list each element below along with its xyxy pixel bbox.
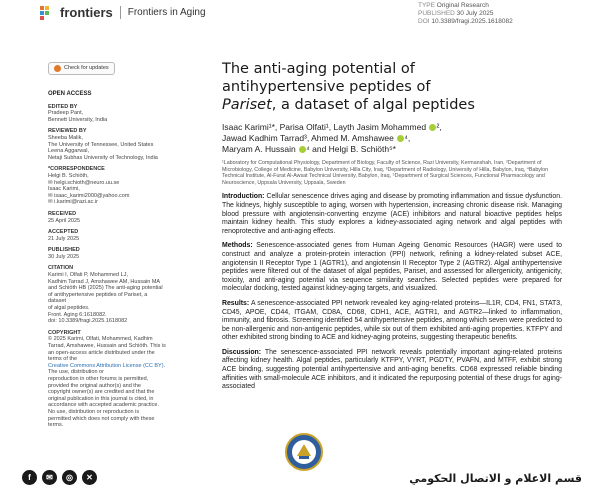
affiliations: ¹Laboratory for Computational Physiology, Department of Biology, Faculty of Science, Razi University, Kermanshah, Iran, ²Department of Microbiology, College of Medicine, Babylon University, Hilla City, Iraq, ³Department of Radiology, University of Hilla, Babylon, Iraq, ⁴Babylon Technical Institute, Al-Furat Al-Awsat Technical University, Babylon, Iraq, ⁵Department of Surgical Sciences, Functional Pharmacology and Neuroscience, Uppsala University, Uppsala, Sweden xyxy=(222,160,549,186)
check-updates-label: Check for updates xyxy=(64,65,109,72)
footer-bar xyxy=(0,430,600,500)
type-label: TYPE xyxy=(418,2,435,9)
brand-name: frontiers xyxy=(60,4,113,20)
frontiers-logo-icon xyxy=(38,3,56,21)
copyright-line: Tarrad, Amshawee, Hussain and Schiöth. This is xyxy=(48,343,166,349)
published-label: PUBLISHED xyxy=(48,247,80,254)
telegram-icon[interactable]: ✉ xyxy=(42,470,57,485)
reviewer-line: Netaji Subhas University of Technology, India xyxy=(48,154,158,161)
authors-line[interactable]: Maryam A. Hussain xyxy=(222,144,296,154)
received-label: RECEIVED xyxy=(48,210,77,217)
section-label: Methods: xyxy=(222,242,253,250)
copyright-line: © 2025 Karimi, Olfati, Mohammed, Kadhim xyxy=(48,336,153,343)
published-value: 30 July 2025 xyxy=(456,10,494,17)
accepted-label: ACCEPTED xyxy=(48,229,79,236)
open-access-label: OPEN ACCESS xyxy=(48,91,92,97)
section-label: Introduction: xyxy=(222,193,265,201)
reviewed-by-label: REVIEWED BY xyxy=(48,128,87,135)
reviewer-line: Leena Aggarwal, xyxy=(48,148,89,155)
title-line: , a dataset of algal peptides xyxy=(271,97,475,113)
check-updates-button[interactable] xyxy=(48,62,115,75)
copyright-label: COPYRIGHT xyxy=(48,329,81,336)
type-value: Original Research xyxy=(436,2,489,9)
header-bar xyxy=(0,0,600,24)
section-label: Discussion: xyxy=(222,348,262,356)
authors-line[interactable]: Jawad Kadhim Tarrad³, Ahmed M. Amshawee xyxy=(222,133,394,143)
facebook-icon[interactable]: f xyxy=(22,470,37,485)
section-text: A senescence-associated PPI network revealed key aging-related proteins—IL1R, CD4, FN1, STAT3, CD45, APOE, CD44, ITGAM, CD8A, CD68, CDH1, ACE, AGTR1, and AGTR2—linked to inflammation, immunity, and fibrosis. Screening identified 54 antihypertensive peptides, among which seven were predicted to be non-allergenic and non-antigenic peptides, while six out of them exhibited anti-aging properties. KTFPY and other exhibited strong binding to ACE and kidney-aging proteins, suggesting therapeutic benefits. xyxy=(222,299,562,342)
author-sup: ², xyxy=(436,122,442,132)
copyright-line: an open-access article distributed under the xyxy=(48,349,155,356)
correspondence-label: *CORRESPONDENCE xyxy=(48,166,105,173)
citation-line: Kadhim Tarrad J, Amshawee AM, Hussain MA xyxy=(48,278,161,285)
editor-line: Pradeep Pant, xyxy=(48,110,84,117)
section-text: Senescence-associated genes from Human Ageing Genomic Resources (HAGR) were used to construct and analyze a protein-protein interaction (PPI) network, refining a kidney-related subset ACE, angiotensin II Receptor Type 1 (AGTR1), and angiotensin II Receptor Type 2 (AGTR2). Algal antihypertensive peptides were filtered out of the dataset of algal peptides, Pariset, and assessed for allergenicity, antigenicity, toxicity, and anti-aging potential via sequence similarity searches. Selected peptides were prepared for molecular docking, tested against kidney-aging targets, and visualized. xyxy=(222,242,563,293)
copyright-line: copyright owner(s) are credited and that the xyxy=(48,389,155,396)
reviewer-line: The University of Tennessee, United States xyxy=(48,141,154,148)
abstract-introduction xyxy=(222,193,562,236)
author-list xyxy=(222,122,562,155)
citation-label: CITATION xyxy=(48,265,74,272)
citation-line: doi: 10.3389/fragi.2025.1618082 xyxy=(48,318,128,325)
article-meta xyxy=(418,2,513,26)
sidebar xyxy=(48,62,166,429)
edited-by-label: EDITED BY xyxy=(48,103,78,110)
copyright-line: reproduction in other forums is permitted, xyxy=(48,375,149,382)
published-date: 30 July 2025 xyxy=(48,253,80,260)
citation-line: of algal peptides. xyxy=(48,305,90,312)
license-link[interactable]: Creative Commons Attribution License (CC BY). xyxy=(48,362,166,369)
article-title xyxy=(222,60,562,114)
abstract-results xyxy=(222,300,562,343)
title-line: The anti-aging potential of xyxy=(222,61,415,77)
section-text: Cellular senescence drives aging and disease by promoting inflammation and tissue dysfunction. The kidneys, highly susceptible to aging, worsen with hypertension, increasing chronic disease risk. Managing blood pressure with angiotensin-converting enzyme (ACE) inhibitors and natural bioactive peptides helps maintain kidney health. This study explores a kidney-associated aging network and algal peptides with renoprotective and anti-aging effects. xyxy=(222,193,563,235)
published-label: PUBLISHED xyxy=(418,10,455,17)
university-emblem-icon xyxy=(284,432,324,472)
accepted-date: 21 July 2025 xyxy=(48,235,80,242)
section-text: The senescence-associated PPI network reveals potentially important aging-related proteins affecting kidney health. Algal peptides, particularly KTFPY, VYRT, PGDTY, PVAFN, and MTFF, exhibit strong ACE binding, suggesting potential antihypertensive and anti-aging benefits. CD68 expressed reliable binding affinities with small-molecule ACE inhibitors, and it indicated the repurposing potential of these drugs for aging-associated xyxy=(222,348,562,391)
abstract-discussion xyxy=(222,349,562,392)
copyright-line: provided the original author(s) and the xyxy=(48,382,141,389)
correspondence-line: Helgi B. Schiöth, xyxy=(48,172,89,179)
citation-line: Front. Aging 6:1618082. xyxy=(48,311,107,318)
section-label: Results: xyxy=(222,299,250,307)
citation-line: and Schiöth HB (2025) The anti-aging potential xyxy=(48,285,163,292)
doi-label: DOI xyxy=(418,18,430,25)
copyright-line: terms. xyxy=(48,422,64,429)
authors-line[interactable]: and Helgi B. Schiöth⁵* xyxy=(312,144,396,154)
copyright-line: original publication in this journal is cited, in xyxy=(48,395,154,402)
received-date: 25 April 2025 xyxy=(48,217,81,224)
author-sup: ⁴, xyxy=(404,133,411,143)
article-main xyxy=(222,60,562,398)
journal-name: Frontiers in Aging xyxy=(127,6,206,18)
x-icon[interactable]: ✕ xyxy=(82,470,97,485)
author-sup: ⁴ xyxy=(306,144,310,154)
doi-value[interactable]: 10.3389/fragi.2025.1618082 xyxy=(431,18,513,25)
editor-line: Bennett University, India xyxy=(48,116,108,123)
copyright-line: permitted which does not comply with these xyxy=(48,415,155,422)
title-line: antihypertensive peptides of xyxy=(222,79,431,95)
correspondence-email[interactable]: ✉ helgi.schioth@neuro.uu.se xyxy=(48,179,120,186)
abstract-methods xyxy=(222,242,562,294)
reviewer-line: Sheeba Malik, xyxy=(48,134,83,141)
citation-line: Karimi I, Olfati P, Mohammed LJ, xyxy=(48,272,128,279)
logo-divider xyxy=(120,6,121,19)
copyright-line: No use, distribution or reproduction is xyxy=(48,408,140,415)
frontiers-logo[interactable] xyxy=(38,3,206,21)
citation-line: of antihypertensive peptides of Pariset, a dataset xyxy=(48,291,148,305)
copyright-line: accordance with accepted academic practice. xyxy=(48,402,159,409)
department-label: قسم الاعلام و الاتصال الحكومي xyxy=(409,472,582,485)
copyright-line: The use, distribution or xyxy=(48,369,104,376)
updates-icon xyxy=(54,65,61,72)
correspondence-line: Isaac Karimi, xyxy=(48,186,80,193)
correspondence-email[interactable]: ✉ isaac_karimi2000@yahoo.com xyxy=(48,192,130,199)
correspondence-email[interactable]: ✉ i.karimi@razi.ac.ir xyxy=(48,199,98,206)
social-links xyxy=(22,470,97,485)
instagram-icon[interactable]: ◎ xyxy=(62,470,77,485)
copyright-line: terms of the xyxy=(48,356,78,363)
authors-line[interactable]: Isaac Karimi¹*, Parisa Olfati¹, Layth Jasim Mohammed xyxy=(222,122,427,132)
title-italic: Pariset xyxy=(222,97,272,113)
abstract xyxy=(222,193,562,391)
